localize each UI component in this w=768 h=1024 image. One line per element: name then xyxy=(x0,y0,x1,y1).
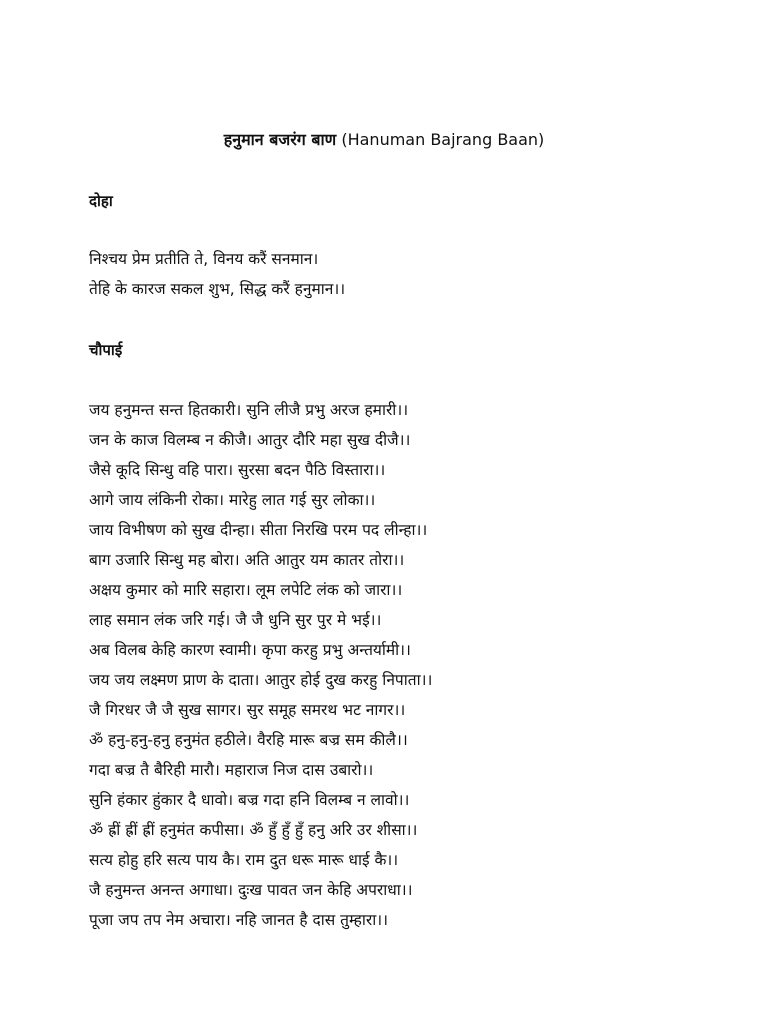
chaupai-verses xyxy=(89,395,749,935)
title-hindi: हनुमान बजरंग बाण xyxy=(223,130,337,149)
chaupai-line: अक्षय कुमार को मारि सहारा। लूम लपेटि लंक को जारा।। xyxy=(89,581,403,599)
chaupai-line: ॐ हनु-हनु-हनु हनुमंत हठीले। वैरहि मारू बज्र सम कीलै।। xyxy=(89,731,408,749)
chaupai-line: जैसे कूदि सिन्धु वहि पारा। सुरसा बदन पैठि विस्तारा।। xyxy=(89,461,386,479)
chaupai-line: जय हनुमन्त सन्त हितकारी। सुनि लीजै प्रभु अरज हमारी।। xyxy=(89,401,409,419)
chaupai-line: जै गिरधर जै जै सुख सागर। सुर समूह समरथ भट नागर।। xyxy=(89,701,406,719)
chaupai-line: जै हनुमन्त अनन्त अगाधा। दुःख पावत जन केहि अपराधा।। xyxy=(89,881,413,899)
doha-heading: दोहा xyxy=(89,192,113,210)
chaupai-line: जन के काज विलम्ब न कीजै। आतुर दौरि महा सुख दीजै।। xyxy=(89,431,411,449)
chaupai-line: अब विलब केहि कारण स्वामी। कृपा करहु प्रभु अन्तर्यामी।। xyxy=(89,641,411,659)
chaupai-heading: चौपाई xyxy=(89,341,123,359)
chaupai-line: सत्य होहु हरि सत्य पाय कै। राम दुत धरू मारू धाई कै।। xyxy=(89,851,399,869)
chaupai-line: लाह समान लंक जरि गई। जै जै धुनि सुर पुर मे भई।। xyxy=(89,611,382,629)
title-english: (Hanuman Bajrang Baan) xyxy=(341,130,545,149)
chaupai-line: आगे जाय लंकिनी रोका। मारेहु लात गई सुर लोका।। xyxy=(89,491,376,509)
doha-verses xyxy=(89,244,749,304)
chaupai-line: ॐ ह्रीं ह्रीं ह्रीं हनुमंत कपीसा। ॐ हुँ हुँ हुँ हनु अरि उर शीसा।। xyxy=(89,821,418,839)
chaupai-line: पूजा जप तप नेम अचारा। नहि जानत है दास तुम्हारा।। xyxy=(89,911,389,929)
chaupai-line: गदा बज्र तै बैरिही मारौ। महाराज निज दास उबारो।। xyxy=(89,761,374,779)
doha-line: तेहि के कारज सकल शुभ, सिद्ध करैं हनुमान।। xyxy=(89,280,346,298)
chaupai-line: जाय विभीषण को सुख दीन्हा। सीता निरखि परम पद लीन्हा।। xyxy=(89,521,428,539)
chaupai-line: जय जय लक्ष्मण प्राण के दाता। आतुर होई दुख करहु निपाता।। xyxy=(89,671,433,689)
chaupai-line: सुनि हंकार हुंकार दै धावो। बज्र गदा हनि विलम्ब न लावो।। xyxy=(89,791,410,809)
chaupai-line: बाग उजारि सिन्धु मह बोरा। अति आतुर यम कातर तोरा।। xyxy=(89,551,405,569)
doha-line: निश्चय प्रेम प्रतीति ते, विनय करैं सनमान। xyxy=(89,250,319,268)
page-title xyxy=(0,128,768,152)
